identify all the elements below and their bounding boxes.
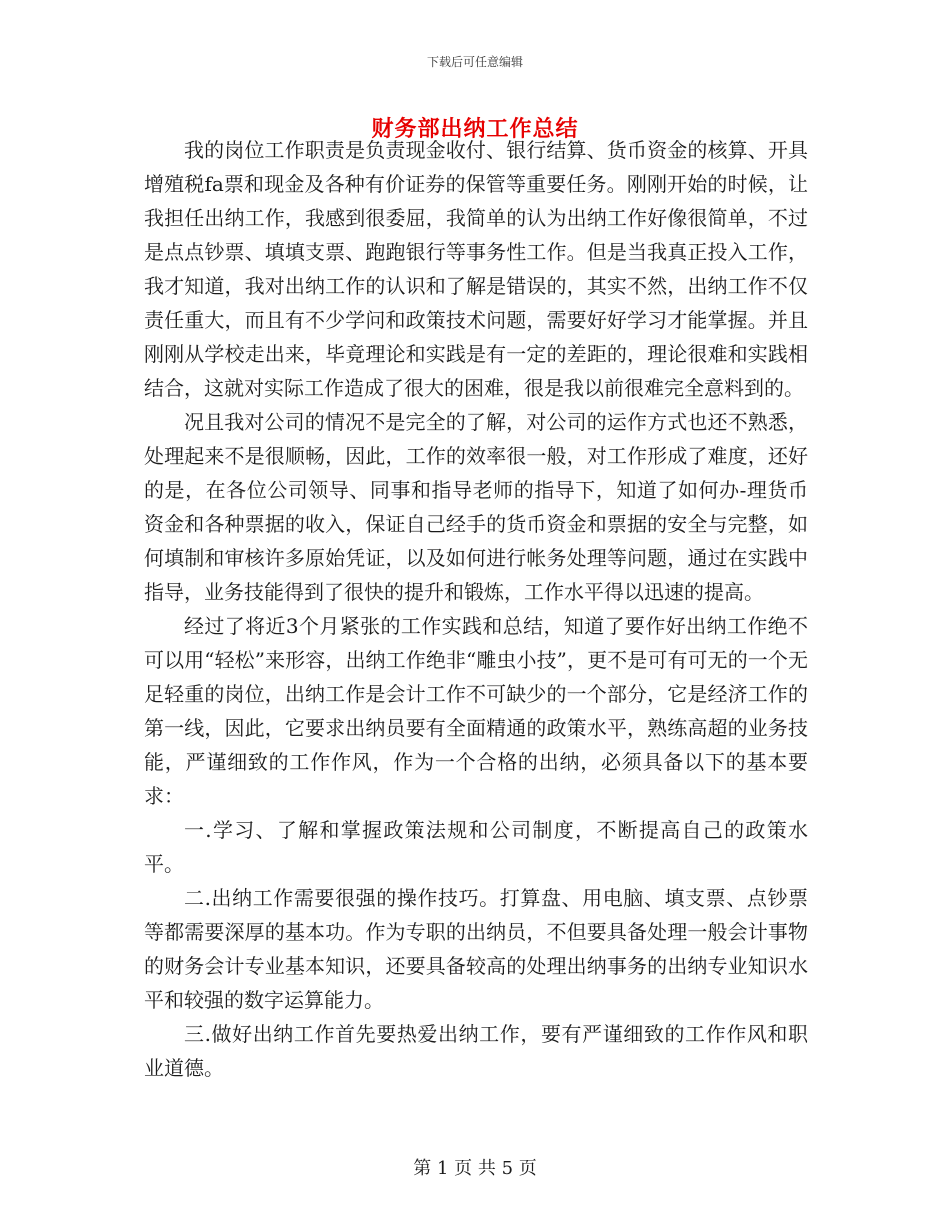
document-body (144, 133, 808, 1085)
paragraph-1: 我的岗位工作职责是负责现金收付、银行结算、货币资金的核算、开具增殖税fa票和现金及各种有价证券的保管等重要任务。刚刚开始的时候，让我担任出纳工作，我感到很委屈，我简单的认为出纳工作好像很简单，不过是点点钞票、填填支票、跑跑银行等事务性工作。但是当我真正投入工作，我才知道，我对出纳工作的认识和了解是错误的，其实不然，出纳工作不仅责任重大，而且有不少学问和政策技术问题，需要好好学习才能掌握。并且刚刚从学校走出来，毕竟理论和实践是有一定的差距的，理论很难和实践相结合，这就对实际工作造成了很大的困难，很是我以前很难完全意料到的。 (144, 138, 808, 400)
page-footer: 第 1 页 共 5 页 (413, 1158, 537, 1179)
paragraph-5: 二.出纳工作需要很强的操作技巧。打算盘、用电脑、填支票、点钞票等都需要深厚的基本功。作为专职的出纳员，不但要具备处理一般会计事物的财务会计专业基本知识，还要具备较高的处理出纳事务的出纳专业知识水平和较强的数字运算能力。 (144, 886, 808, 1012)
paragraph-4: 一.学习、了解和掌握政策法规和公司制度，不断提高自己的政策水平。 (144, 818, 808, 876)
document-title: 财务部出纳工作总结 (371, 116, 579, 142)
paragraph-6: 三.做好出纳工作首先要热爱出纳工作，要有严谨细致的工作作风和职业道德。 (144, 1022, 808, 1080)
header-note: 下载后可任意编辑 (426, 55, 523, 69)
paragraph-2: 况且我对公司的情况不是完全的了解，对公司的运作方式也还不熟悉，处理起来不是很顺畅，因此，工作的效率很一般，对工作形成了难度，还好的是，在各位公司领导、同事和指导老师的指导下，知道了如何办-理货币资金和各种票据的收入，保证自己经手的货币资金和票据的安全与完整，如何填制和审核许多原始凭证，以及如何进行帐务处理等问题，通过在实践中指导，业务技能得到了很快的提升和锻炼，工作水平得以迅速的提高。 (144, 410, 808, 604)
paragraph-3: 经过了将近3个月紧张的工作实践和总结，知道了要作好出纳工作绝不可以用“轻松”来形容，出纳工作绝非“雕虫小技”，更不是可有可无的一个无足轻重的岗位，出纳工作是会计工作不可缺少的一个部分，它是经济工作的第一线，因此，它要求出纳员要有全面精通的政策水平，熟练高超的业务技能，严谨细致的工作作风，作为一个合格的出纳，必须具备以下的基本要求： (144, 614, 808, 808)
